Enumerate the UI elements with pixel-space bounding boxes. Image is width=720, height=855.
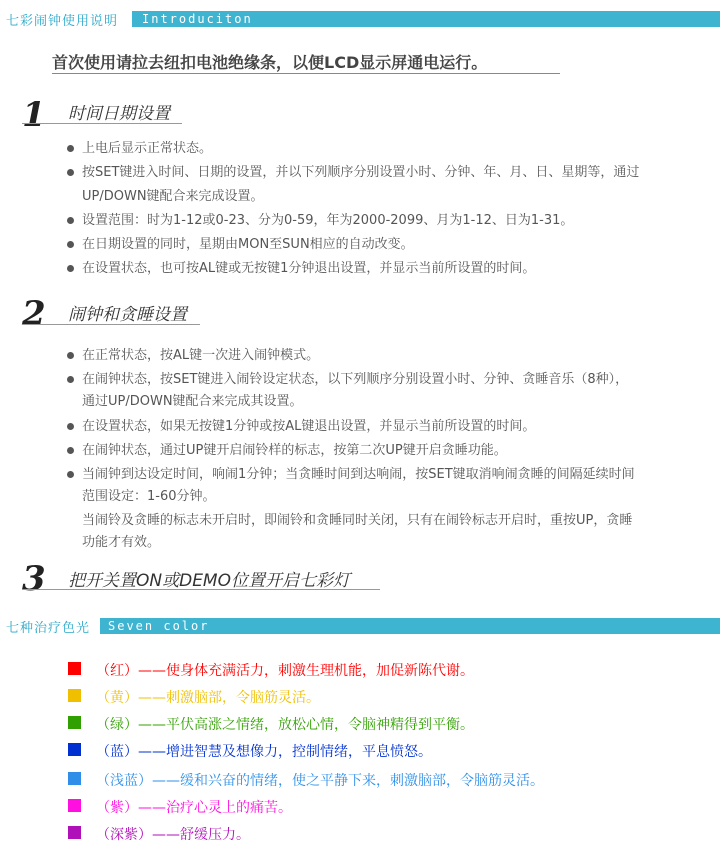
color-description: （红）——使身体充满活力，刺激生理机能，加促新陈代谢。 (96, 663, 474, 679)
list-item: 在正常状态，按AL键一次进入闹钟模式。 (82, 348, 320, 363)
color-swatch (68, 799, 81, 812)
list-item: 上电后显示正常状态。 (82, 141, 213, 156)
section-1-underline (22, 123, 182, 124)
list-item: UP/DOWN键配合来完成设置。 (82, 189, 264, 204)
list-item: 设置范围：时为1-12或0-23、分为0-59，年为2000-2099、月为1-12、日为1-31。 (82, 213, 574, 228)
bullet-dot (67, 217, 74, 224)
section-2-underline (22, 324, 200, 325)
list-item: 在闹钟状态，按SET键进入闹铃设定状态，以下列顺序分别设置小时、分钟、贪睡音乐（8种）， (82, 372, 629, 387)
bullet-dot (67, 265, 74, 272)
color-banner (0, 614, 720, 636)
bullet-dot (67, 471, 74, 478)
list-item: 当闹铃及贪睡的标志未开启时，即闹铃和贪睡同时关闭，只有在闹铃标志开启时，重按UP，贪睡 (82, 513, 633, 528)
color-swatch (68, 716, 81, 729)
intro-banner-subtitle: Introduciton (142, 12, 253, 26)
bullet-dot (67, 169, 74, 176)
intro-banner (0, 7, 720, 29)
bullet-dot (67, 241, 74, 248)
color-banner-subtitle: Seven color (108, 619, 210, 633)
section-1-title: 时间日期设置 (68, 104, 170, 124)
intro-banner-title: 七彩闹钟使用说明 (6, 14, 119, 29)
color-swatch (68, 662, 81, 675)
color-swatch (68, 772, 81, 785)
section-1-number: 1 (22, 95, 46, 135)
color-description: （黄）——刺激脑部，令脑筋灵活。 (96, 690, 320, 706)
color-description: （浅蓝）——缓和兴奋的情绪，使之平静下来，刺激脑部，令脑筋灵活。 (96, 773, 544, 789)
color-swatch (68, 826, 81, 839)
list-item: 范围设定：1-60分钟。 (82, 489, 216, 504)
color-description: （深紫）——舒缓压力。 (96, 827, 250, 843)
color-description: （紫）——治疗心灵上的痛苦。 (96, 800, 292, 816)
section-2-number: 2 (22, 294, 46, 334)
intro-text: 首次使用请拉去纽扣电池绝缘条，以便LCD显示屏通电运行。 (52, 53, 488, 72)
bullet-dot (67, 145, 74, 152)
bullet-dot (67, 376, 74, 383)
color-description: （蓝）——增进智慧及想像力，控制情绪，平息愤怒。 (96, 744, 432, 760)
section-2-title: 闹钟和贪睡设置 (68, 305, 187, 325)
section-3-underline (22, 589, 380, 590)
color-description: （绿）——平伏高涨之情绪，放松心情，令脑神精得到平衡。 (96, 717, 474, 733)
list-item: 在设置状态，也可按AL键或无按键1分钟退出设置，并显示当前所设置的时间。 (82, 261, 536, 276)
bullet-dot (67, 352, 74, 359)
list-item: 在设置状态，如果无按键1分钟或按AL键退出设置，并显示当前所设置的时间。 (82, 419, 536, 434)
intro-underline (52, 73, 560, 74)
section-3-number: 3 (22, 559, 46, 599)
list-item: 按SET键进入时间、日期的设置，并以下列顺序分别设置小时、分钟、年、月、日、星期等，通过 (82, 165, 640, 180)
list-item: 在闹钟状态，通过UP键开启闹铃样的标志，按第二次UP键开启贪睡功能。 (82, 443, 507, 458)
list-item: 通过UP/DOWN键配合来完成其设置。 (82, 394, 303, 409)
bullet-dot (67, 447, 74, 454)
list-item: 功能才有效。 (82, 535, 161, 550)
section-3-title: 把开关置ON或DEMO位置开启七彩灯 (68, 571, 350, 591)
color-swatch (68, 743, 81, 756)
list-item: 在日期设置的同时，星期由MON至SUN相应的自动改变。 (82, 237, 414, 252)
list-item: 当闹钟到达设定时间，响闹1分钟；当贪睡时间到达响闹，按SET键取消响闹贪睡的间隔延续时间 (82, 467, 635, 482)
color-banner-title: 七种治疗色光 (6, 621, 91, 636)
bullet-dot (67, 423, 74, 430)
color-swatch (68, 689, 81, 702)
